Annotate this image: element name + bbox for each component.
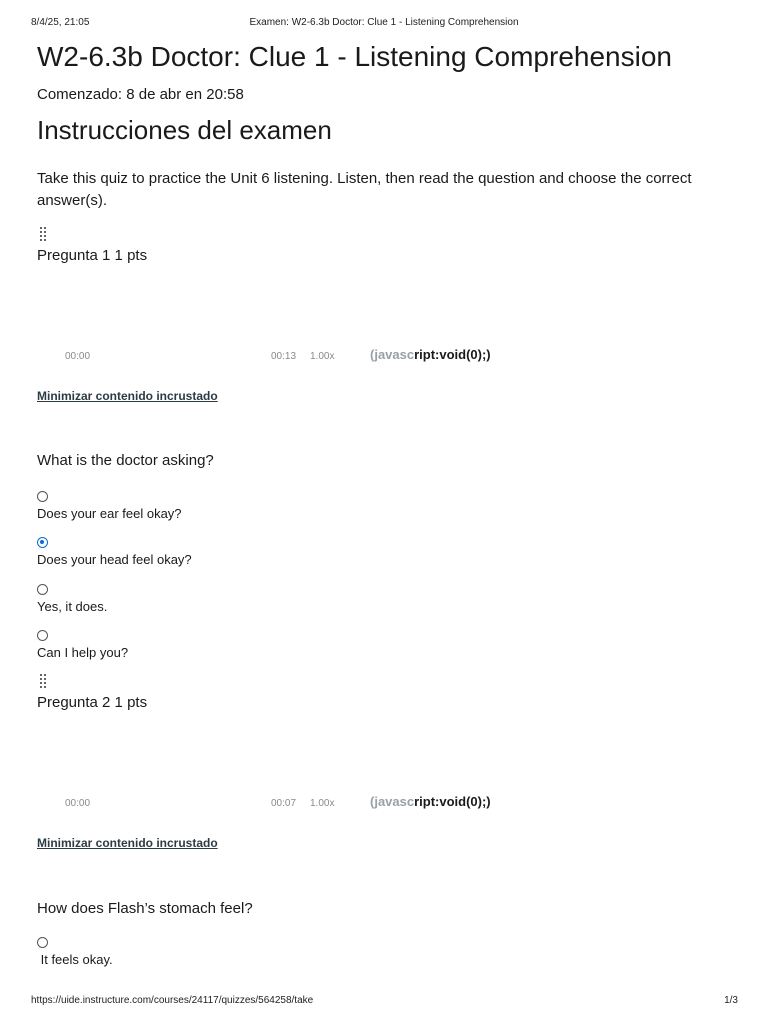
question-2-text: How does Flash’s stomach feel? [37, 900, 253, 917]
question-1-header: Pregunta 1 1 pts [37, 247, 148, 264]
audio-speed[interactable]: 1.00x [310, 351, 335, 362]
print-datetime: 8/4/25, 21:05 [31, 17, 90, 28]
instructions-text: Take this quiz to practice the Unit 6 listening. Listen, then read the question and choose the correct answer(s). [37, 170, 692, 209]
answer-radio[interactable] [37, 937, 48, 948]
audio-player[interactable] [37, 347, 557, 371]
minimize-embedded-content-link[interactable]: Minimizar contenido incrustado [37, 836, 218, 850]
answer-label: Yes, it does. [37, 599, 108, 614]
answer-label: Does your ear feel okay? [37, 506, 182, 521]
answer-label: Can I help you? [37, 645, 129, 660]
link-text: ript:void(0);) [414, 794, 491, 809]
audio-duration: 00:13 [271, 351, 297, 362]
audio-player[interactable] [37, 794, 557, 818]
quiz-started-time: Comenzado: 8 de abr en 20:58 [37, 86, 244, 103]
question-2-header: Pregunta 2 1 pts [37, 694, 148, 711]
drag-handle-icon[interactable] [37, 673, 49, 689]
javascript-void-link[interactable] [370, 794, 491, 809]
link-text: ript:void(0);) [414, 347, 491, 362]
answer-radio[interactable] [37, 584, 48, 595]
answer-label: Does your head feel okay? [37, 552, 192, 567]
answer-radio[interactable] [37, 630, 48, 641]
audio-speed[interactable]: 1.00x [310, 798, 335, 809]
print-url: https://uide.instructure.com/courses/24117/quizzes/564258/take [31, 995, 314, 1006]
audio-current-time: 00:00 [65, 798, 91, 809]
print-document-title: Examen: W2-6.3b Doctor: Clue 1 - Listening Comprehension [249, 17, 519, 28]
answer-radio-selected[interactable] [37, 537, 48, 548]
question-1-text: What is the doctor asking? [37, 452, 214, 469]
answer-radio[interactable] [37, 491, 48, 502]
link-faded-text: (javasc [370, 347, 415, 362]
instructions-heading: Instrucciones del examen [37, 115, 332, 145]
print-page-number: 1/3 [724, 995, 738, 1006]
quiz-title: W2-6.3b Doctor: Clue 1 - Listening Comprehension [37, 41, 672, 72]
answer-label: It feels okay. [37, 952, 113, 967]
link-faded-text: (javasc [370, 794, 415, 809]
minimize-embedded-content-link[interactable]: Minimizar contenido incrustado [37, 389, 218, 403]
audio-duration: 00:07 [271, 798, 297, 809]
javascript-void-link[interactable] [370, 347, 491, 362]
audio-current-time: 00:00 [65, 351, 91, 362]
drag-handle-icon[interactable] [37, 226, 49, 242]
